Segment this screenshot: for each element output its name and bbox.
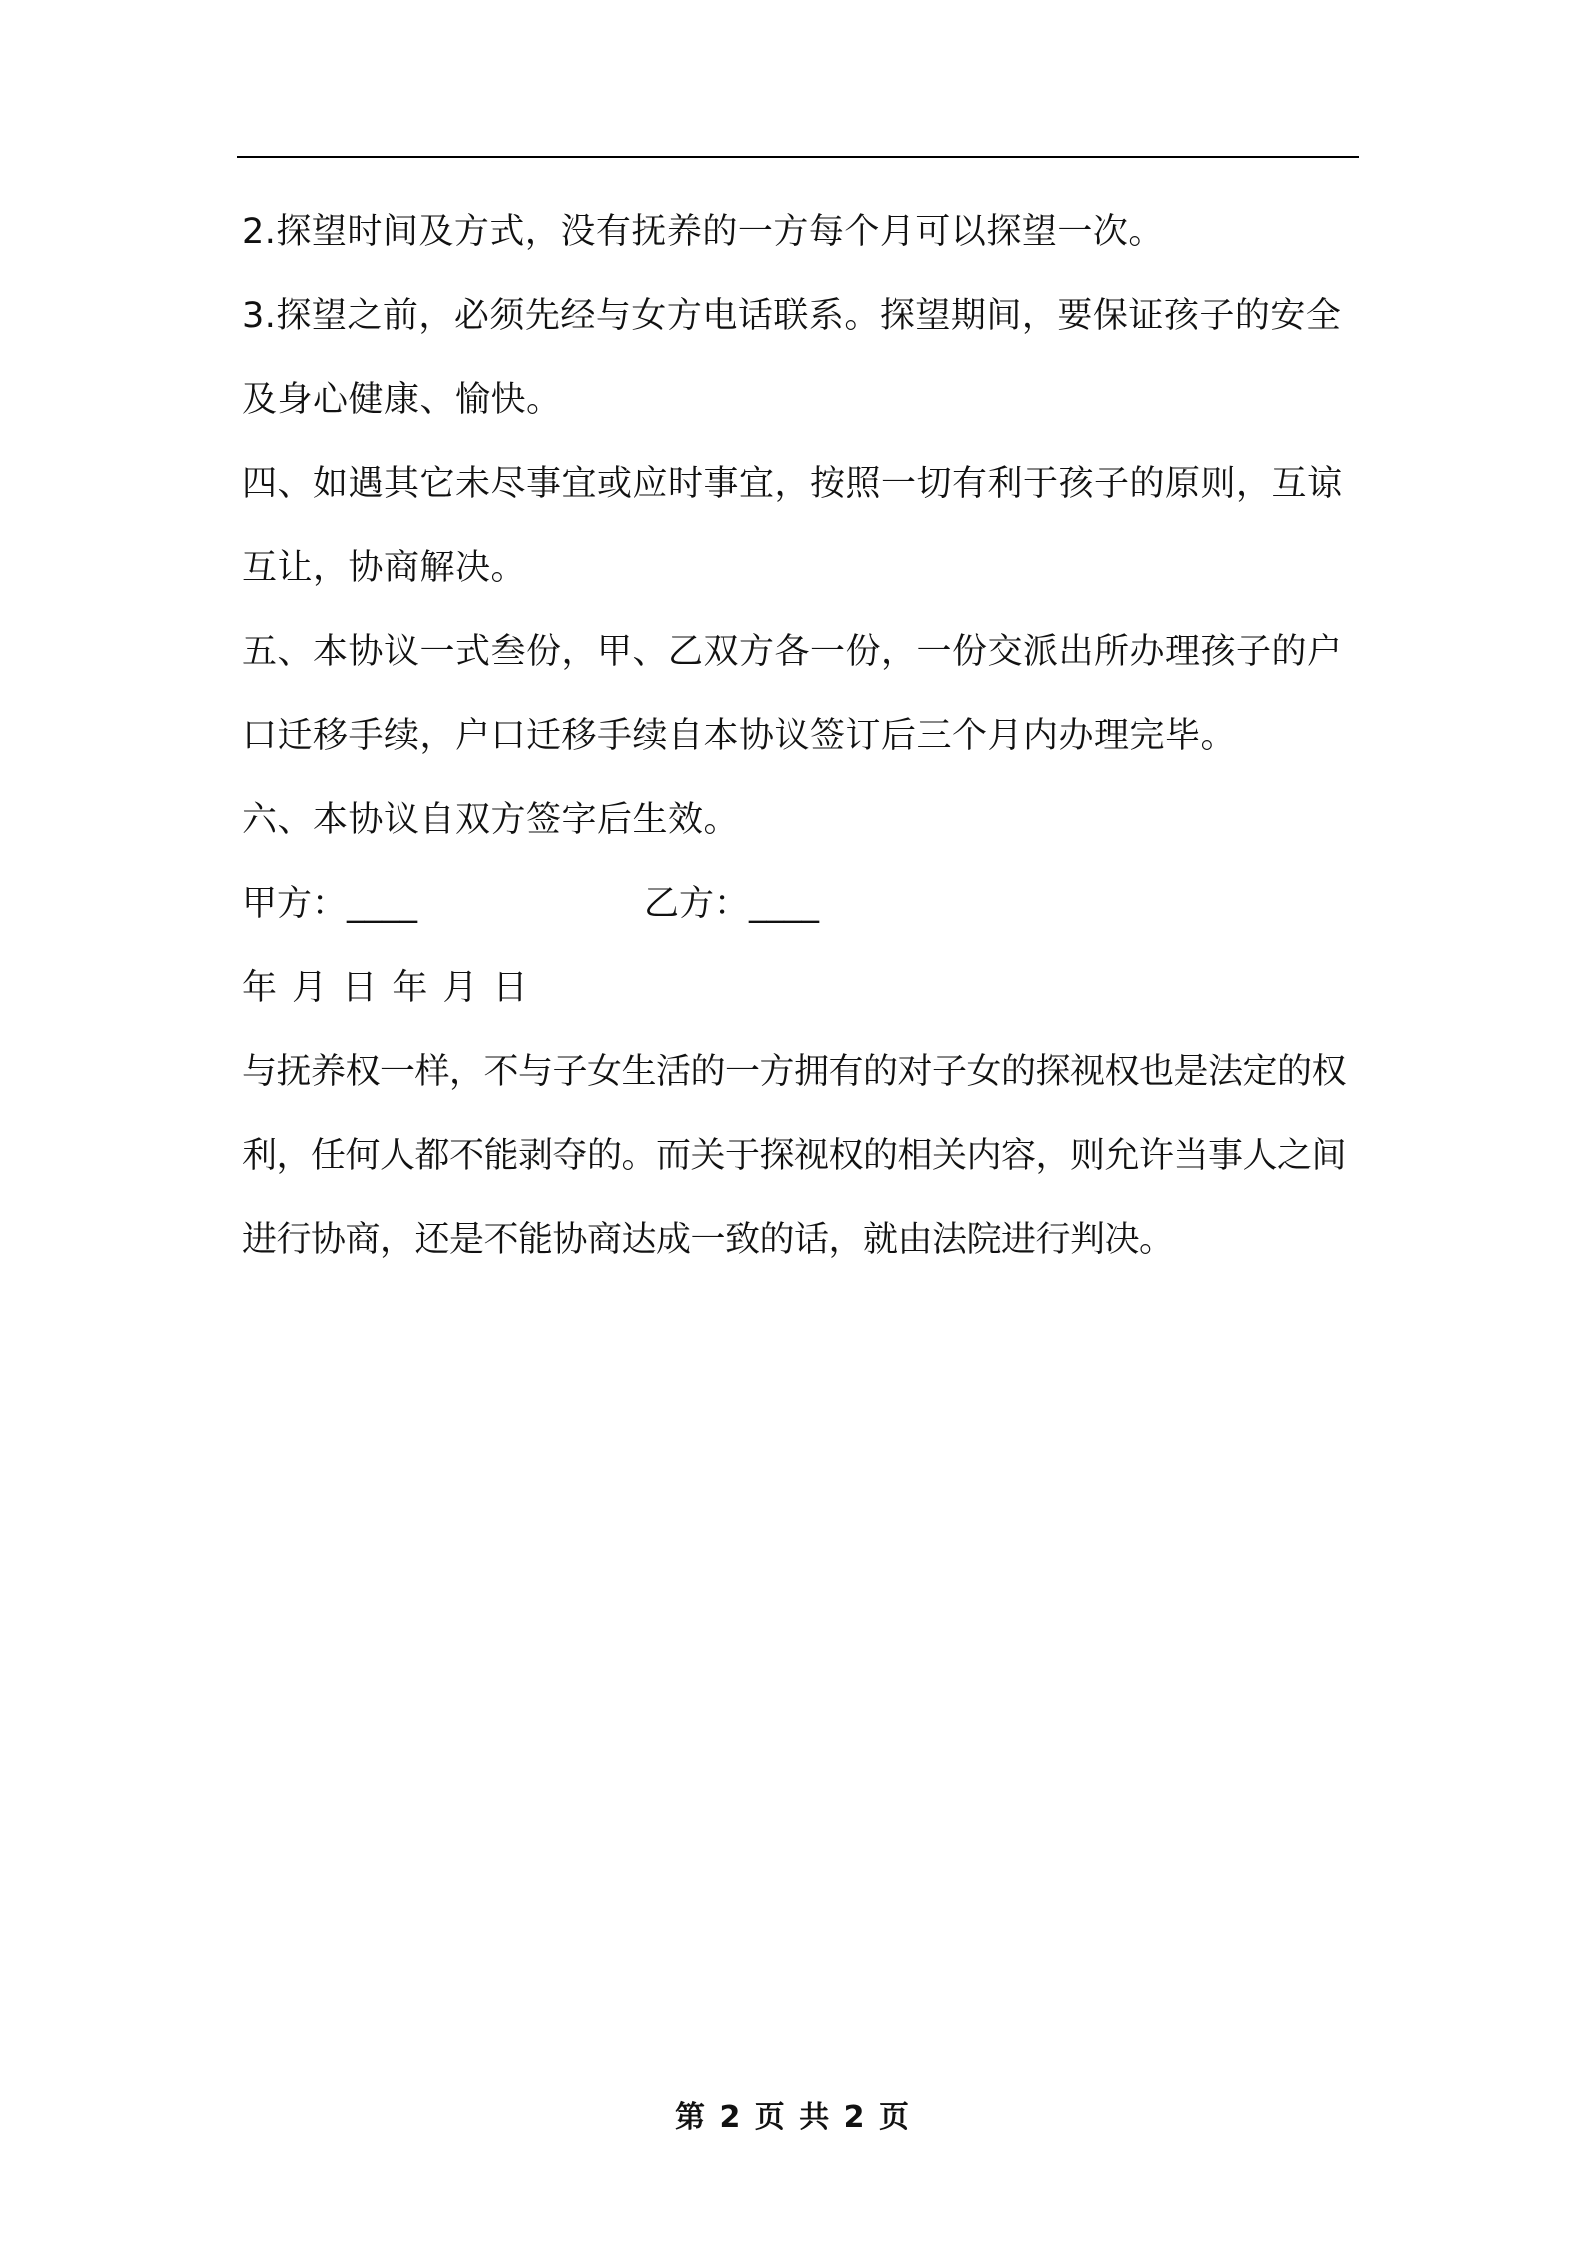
paragraph-visit-contact: 3.探望之前，必须先经与女方电话联系。探望期间，要保证孩子的安全及身心健康、愉快。 xyxy=(242,296,1342,420)
signature-row xyxy=(242,862,1360,946)
paragraph-visitation-note: 与抚养权一样，不与子女生活的一方拥有的对子女的探视权也是法定的权利，任何人都不能剥夺的。而关于探视权的相关内容，则允许当事人之间进行协商，还是不能协商达成一致的话，就由法院进行判决。 xyxy=(242,1052,1347,1260)
paragraph-visit-time: 2.探望时间及方式，没有抚养的一方每个月可以探望一次。 xyxy=(242,212,1164,252)
header-rule xyxy=(237,156,1359,158)
paragraph-effective: 六、本协议自双方签字后生效。 xyxy=(242,800,740,840)
party-a-signature: 甲方：____ xyxy=(242,884,418,924)
paragraph-copies: 五、本协议一式叁份，甲、乙双方各一份，一份交派出所办理孩子的户口迁移手续，户口迁移手续自本协议签订后三个月内办理完毕。 xyxy=(242,632,1343,756)
paragraph-other-matters: 四、如遇其它未尽事宜或应时事宜，按照一切有利于孩子的原则，互谅互让，协商解决。 xyxy=(242,464,1343,588)
page-number-footer: 第 2 页 共 2 页 xyxy=(675,2100,911,2135)
date-line: 年 月 日 年 月 日 xyxy=(242,968,530,1008)
document-body xyxy=(242,190,1360,1282)
party-b-signature: 乙方：____ xyxy=(644,884,820,924)
